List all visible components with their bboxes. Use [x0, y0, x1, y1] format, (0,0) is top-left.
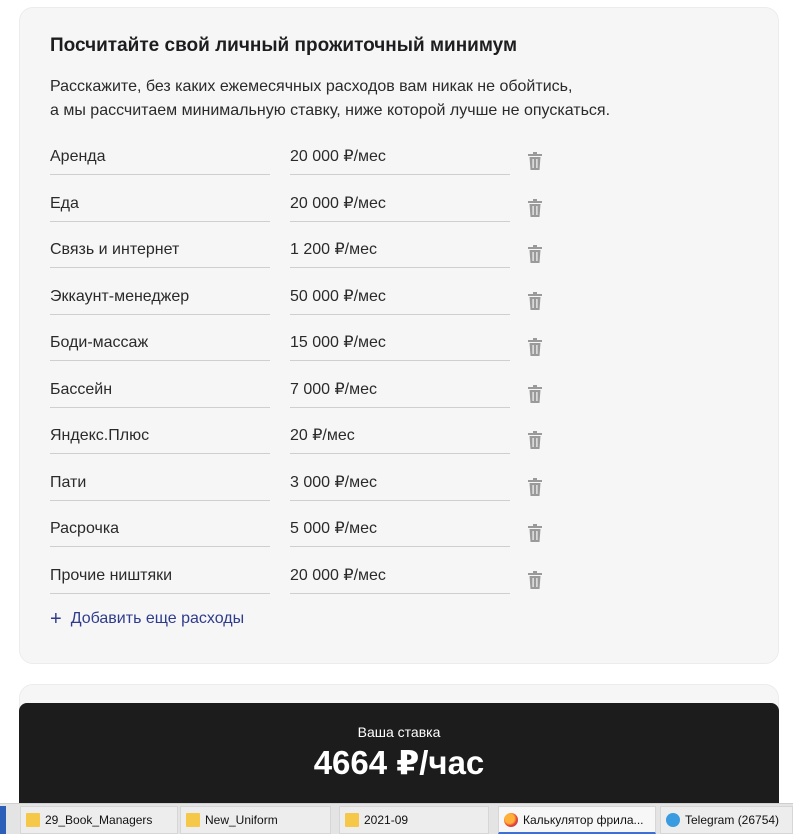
expense-amount-input[interactable]: 15 000 ₽/мес [290, 332, 510, 361]
expense-name-input[interactable]: Эккаунт-менеджер [50, 286, 270, 315]
trash-icon[interactable] [527, 152, 543, 170]
expense-row [50, 186, 570, 233]
expense-row [50, 139, 570, 186]
trash-icon[interactable] [527, 524, 543, 542]
trash-icon[interactable] [527, 571, 543, 589]
expense-name-input[interactable]: Бассейн [50, 379, 270, 408]
expense-name-input[interactable]: Прочие ништяки [50, 565, 270, 594]
taskbar-item-telegram[interactable] [660, 806, 793, 834]
expense-amount-input[interactable]: 1 200 ₽/мес [290, 239, 510, 268]
taskbar-item-label: New_Uniform [205, 813, 278, 827]
expense-amount-input[interactable]: 20 ₽/мес [290, 425, 510, 454]
expense-row [50, 558, 570, 605]
expense-row [50, 325, 570, 372]
trash-icon[interactable] [527, 478, 543, 496]
expense-name-input[interactable]: Аренда [50, 146, 270, 175]
plus-icon: + [50, 608, 62, 630]
trash-icon[interactable] [527, 431, 543, 449]
taskbar-item-label: Telegram (26754) [685, 813, 780, 827]
expense-row [50, 372, 570, 419]
expense-amount-input[interactable]: 20 000 ₽/мес [290, 565, 510, 594]
expense-amount-input[interactable]: 3 000 ₽/мес [290, 472, 510, 501]
rate-value: 4664 ₽/час [313, 744, 485, 781]
calculator-description [50, 75, 610, 123]
expense-amount-input[interactable]: 7 000 ₽/мес [290, 379, 510, 408]
expense-name-input[interactable]: Связь и интернет [50, 239, 270, 268]
trash-icon[interactable] [527, 338, 543, 356]
taskbar-item-29-book-managers[interactable] [20, 806, 178, 834]
expense-row [50, 279, 570, 326]
expenses-card [19, 7, 779, 664]
telegram-icon [666, 813, 680, 827]
folder-icon [345, 813, 359, 827]
expense-row [50, 418, 570, 465]
expense-name-input[interactable]: Боди-массаж [50, 332, 270, 361]
expense-name-input[interactable]: Пати [50, 472, 270, 501]
expense-name-input[interactable]: Еда [50, 193, 270, 222]
folder-icon [26, 813, 40, 827]
add-expense-link[interactable] [50, 609, 244, 629]
taskbar-item-firefox[interactable] [498, 806, 656, 834]
calculator-title: Посчитайте свой личный прожиточный минимум [50, 35, 518, 56]
taskbar-item-new-uniform[interactable] [180, 806, 331, 834]
expense-amount-input[interactable]: 5 000 ₽/мес [290, 518, 510, 547]
expense-amount-input[interactable]: 50 000 ₽/мес [290, 286, 510, 315]
rate-panel [19, 703, 779, 813]
taskbar-edge [0, 806, 6, 834]
taskbar-item-label: 29_Book_Managers [45, 813, 153, 827]
taskbar-item-label: Калькулятор фрила... [523, 813, 644, 827]
expense-row [50, 465, 570, 512]
expense-amount-input[interactable]: 20 000 ₽/мес [290, 146, 510, 175]
rate-label: Ваша ставка [357, 724, 441, 740]
folder-icon [186, 813, 200, 827]
description-line-1: Расскажите, без каких ежемесячных расходов вам никак не обойтись, [50, 78, 573, 95]
expense-row [50, 232, 570, 279]
taskbar [0, 803, 793, 834]
expense-row [50, 511, 570, 558]
expense-amount-input[interactable]: 20 000 ₽/мес [290, 193, 510, 222]
expense-name-input[interactable]: Яндекс.Плюс [50, 425, 270, 454]
expense-list [50, 139, 570, 604]
taskbar-item-label: 2021-09 [364, 813, 409, 827]
trash-icon[interactable] [527, 245, 543, 263]
trash-icon[interactable] [527, 385, 543, 403]
firefox-icon [504, 813, 518, 827]
trash-icon[interactable] [527, 292, 543, 310]
trash-icon[interactable] [527, 199, 543, 217]
add-expense-label: Добавить еще расходы [70, 610, 245, 627]
taskbar-item-2021-09[interactable] [339, 806, 489, 834]
description-line-2: а мы рассчитаем минимальную ставку, ниже которой лучше не опускаться. [50, 102, 611, 119]
expense-name-input[interactable]: Расрочка [50, 518, 270, 547]
